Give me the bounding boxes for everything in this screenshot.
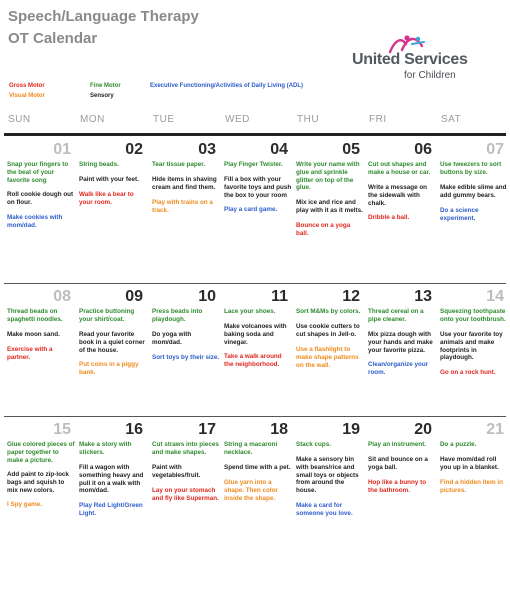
day-cell-17 bbox=[150, 421, 220, 551]
day-number: 20 bbox=[414, 421, 432, 438]
day-cell-10 bbox=[150, 288, 220, 418]
day-number: 09 bbox=[125, 288, 143, 305]
activity-item: Make edible slime and add gummy bears. bbox=[440, 184, 507, 199]
header-divider bbox=[4, 133, 506, 136]
activity-item: Make a card for someone you love. bbox=[296, 502, 353, 517]
day-number: 07 bbox=[486, 141, 504, 158]
legend-fine-motor: Fine Motor bbox=[90, 83, 121, 89]
activity-item: Dribble a ball. bbox=[368, 214, 410, 221]
day-number: 12 bbox=[342, 288, 360, 305]
activity-item: Thread beads on spaghetti noodles. bbox=[7, 308, 63, 323]
logo-subtitle: for Children bbox=[404, 70, 456, 81]
activity-item: Use cookie cutters to cut shapes in Jell-o. bbox=[296, 323, 360, 338]
activity-item: Fill a wagon with something heavy and pull it on a walk with mom/dad. bbox=[79, 464, 144, 495]
day-number: 16 bbox=[125, 421, 143, 438]
activity-item: Lay on your stomach and fly like Superman. bbox=[152, 487, 219, 502]
activity-item: Write your name with glue and sprinkle glitter on top of the glue. bbox=[296, 161, 360, 192]
activity-item: Tear tissue paper. bbox=[152, 161, 206, 168]
activity-item: Have mom/dad roll you up in a blanket. bbox=[440, 456, 499, 471]
day-number: 19 bbox=[342, 421, 360, 438]
activity-item: Use a flashlight to make shape patterns on the wall. bbox=[296, 346, 359, 369]
day-cell-12 bbox=[294, 288, 364, 418]
activity-item: Hide items in shaving cream and find them. bbox=[152, 176, 217, 191]
activity-item: Practice buttoning your shirt/coat. bbox=[79, 308, 135, 323]
activity-item: String beads. bbox=[79, 161, 119, 168]
day-cell-05 bbox=[294, 141, 364, 271]
activity-item: Do yoga with mom/dad. bbox=[152, 331, 192, 346]
day-number: 02 bbox=[125, 141, 143, 158]
day-number: 10 bbox=[198, 288, 216, 305]
page-title: Speech/Language Therapy bbox=[8, 8, 199, 25]
activity-item: Sort toys by their size. bbox=[152, 354, 220, 361]
day-header-fri: FRI bbox=[369, 114, 387, 125]
activity-item: Read your favorite book in a quiet corner of the house. bbox=[79, 331, 145, 354]
activity-item: Do a science experiment. bbox=[440, 207, 479, 222]
day-cell-14 bbox=[438, 288, 508, 418]
activity-item: Take a walk around the neighborhood. bbox=[224, 353, 282, 368]
activity-item: Play with trains on a track. bbox=[152, 199, 213, 214]
activity-item: String a macaroni necklace. bbox=[224, 441, 278, 456]
page-subtitle: OT Calendar bbox=[8, 30, 98, 47]
legend-gross-motor: Gross Motor bbox=[9, 83, 45, 89]
activity-item: Squeezing toothpaste onto your toothbrush. bbox=[440, 308, 506, 323]
legend-sensory: Sensory bbox=[90, 93, 114, 99]
activity-item: Stack cups. bbox=[296, 441, 331, 448]
activity-item: Play a card game. bbox=[224, 206, 278, 213]
day-number: 05 bbox=[342, 141, 360, 158]
activity-item: Spend time with a pet. bbox=[224, 464, 291, 471]
day-number: 15 bbox=[53, 421, 71, 438]
day-cell-20 bbox=[366, 421, 436, 551]
activity-item: Make moon sand. bbox=[7, 331, 60, 338]
legend-visual-motor: Visual Motor bbox=[9, 93, 45, 99]
activity-item: Paint with your feet. bbox=[79, 176, 139, 183]
activity-item: Thread cereal on a pipe cleaner. bbox=[368, 308, 424, 323]
activity-item: Mix pizza dough with your hands and make your favorite pizza. bbox=[368, 331, 433, 354]
day-cell-06 bbox=[366, 141, 436, 271]
day-cell-19 bbox=[294, 421, 364, 551]
activity-item: Hop like a bunny to the bathroom. bbox=[368, 479, 427, 494]
activity-item: Cut straws into pieces and make shapes. bbox=[152, 441, 219, 456]
day-number: 01 bbox=[53, 141, 71, 158]
activity-item: Sort M&Ms by colors. bbox=[296, 308, 361, 315]
day-cell-04 bbox=[222, 141, 292, 271]
activity-item: Find a hidden item in pictures. bbox=[440, 479, 503, 494]
activity-item: Put coins in a piggy bank. bbox=[79, 361, 139, 376]
activity-item: Sit and bounce on a yoga ball. bbox=[368, 456, 428, 471]
activity-item: Make a story with stickers. bbox=[79, 441, 132, 456]
day-header-mon: MON bbox=[80, 114, 105, 125]
day-cell-15 bbox=[5, 421, 75, 551]
day-cell-03 bbox=[150, 141, 220, 271]
day-cell-18 bbox=[222, 421, 292, 551]
activity-item: Use tweezers to sort buttons by size. bbox=[440, 161, 502, 176]
activity-item: Use your favorite toy animals and make footprints in playdough. bbox=[440, 331, 503, 362]
activity-item: Write a message on the sidewalk with chalk. bbox=[368, 184, 428, 207]
activity-item: Lace your shoes. bbox=[224, 308, 276, 315]
week-divider-1 bbox=[4, 283, 506, 284]
day-cell-11 bbox=[222, 288, 292, 418]
activity-item: Play Red Light/Green Light. bbox=[79, 502, 143, 517]
day-cell-09 bbox=[77, 288, 147, 418]
activity-item: Go on a rock hunt. bbox=[440, 369, 496, 376]
day-number: 18 bbox=[270, 421, 288, 438]
activity-item: Add paint to zip-lock bags and squish to mix new colors. bbox=[7, 471, 69, 494]
activity-item: I Spy game. bbox=[7, 501, 42, 508]
activity-item: Make cookies with mom/dad. bbox=[7, 214, 63, 229]
day-cell-16 bbox=[77, 421, 147, 551]
activity-item: Fill a box with your favorite toys and push the box to your room bbox=[224, 176, 292, 199]
day-header-thu: THU bbox=[297, 114, 320, 125]
day-cell-13 bbox=[366, 288, 436, 418]
day-cell-07 bbox=[438, 141, 508, 271]
day-cell-01 bbox=[5, 141, 75, 271]
activity-item: Mix ice and rice and play with it as it melts. bbox=[296, 199, 363, 214]
day-number: 03 bbox=[198, 141, 216, 158]
activity-item: Make volcanoes with baking soda and vinegar. bbox=[224, 323, 287, 346]
activity-item: Snap your fingers to the beat of your favorite song bbox=[7, 161, 69, 184]
activity-item: Clean/organize your room. bbox=[368, 361, 429, 376]
activity-item: Glue yarn into a shape. Then color inside the shape. bbox=[224, 479, 278, 502]
day-cell-02 bbox=[77, 141, 147, 271]
logo-name: United Services bbox=[352, 51, 468, 68]
activity-item: Press beads into playdough. bbox=[152, 308, 203, 323]
activity-item: Walk like a bear to your room. bbox=[79, 191, 134, 206]
day-number: 08 bbox=[53, 288, 71, 305]
activity-item: Do a puzzle. bbox=[440, 441, 477, 448]
day-cell-21 bbox=[438, 421, 508, 551]
day-cell-08 bbox=[5, 288, 75, 418]
day-header-tue: TUE bbox=[153, 114, 175, 125]
day-number: 14 bbox=[486, 288, 504, 305]
day-header-sun: SUN bbox=[8, 114, 31, 125]
day-number: 21 bbox=[486, 421, 504, 438]
day-header-sat: SAT bbox=[441, 114, 462, 125]
day-number: 17 bbox=[198, 421, 216, 438]
day-number: 11 bbox=[271, 288, 288, 305]
day-number: 13 bbox=[414, 288, 432, 305]
day-number: 04 bbox=[270, 141, 288, 158]
activity-item: Make a sensory bin with beans/rice and small toys or objects from around the house. bbox=[296, 456, 359, 495]
legend-executive: Executive Functioning/Activities of Daily Living (ADL) bbox=[150, 83, 304, 89]
day-header-wed: WED bbox=[225, 114, 250, 125]
organization-logo bbox=[352, 36, 502, 82]
activity-item: Play Finger Twister. bbox=[224, 161, 283, 168]
activity-item: Cut out shapes and make a house or car. bbox=[368, 161, 431, 176]
activity-item: Play an instrument. bbox=[368, 441, 427, 448]
activity-item: Bounce on a yoga ball. bbox=[296, 222, 351, 237]
day-number: 06 bbox=[414, 141, 432, 158]
activity-item: Glue colored pieces of paper together to make a picture. bbox=[7, 441, 75, 464]
activity-item: Roll cookie dough out on flour. bbox=[7, 191, 74, 206]
activity-item: Paint with vegetables/fruit. bbox=[152, 464, 201, 479]
activity-item: Exercise with a partner. bbox=[7, 346, 53, 361]
